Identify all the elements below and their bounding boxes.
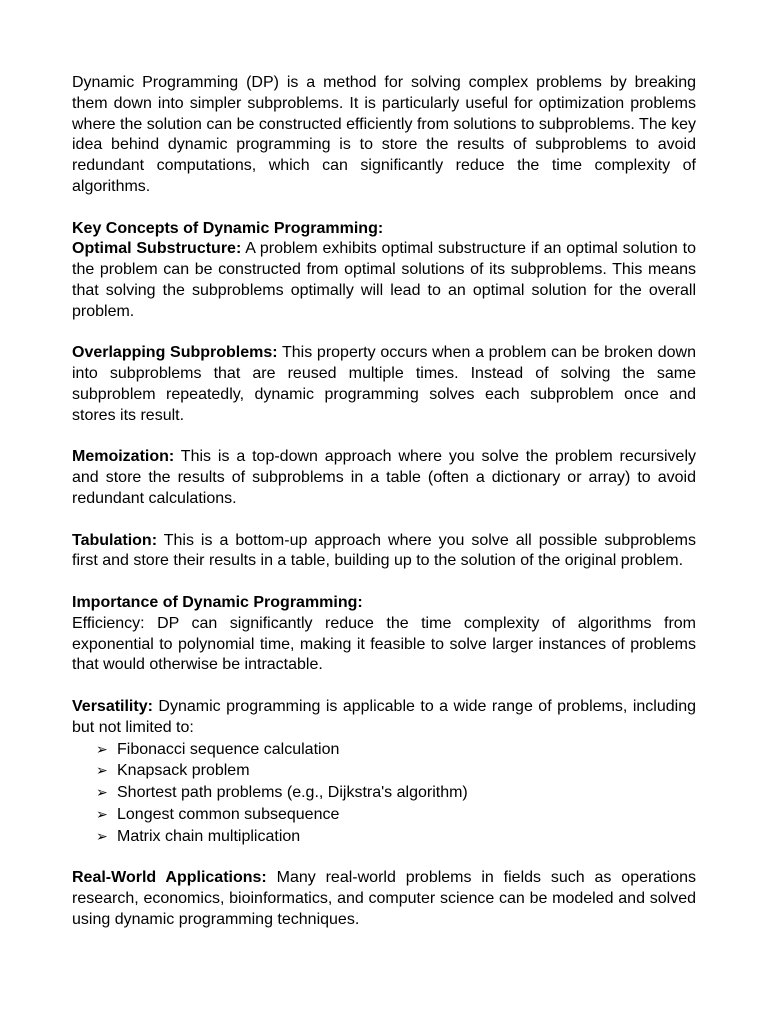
overlapping-subproblems-text: This property occurs when a problem can be broken down into subproblems that are reused multiple times. Instead of solving the same subproblem repeatedly, dynamic programming solves each subproblem once and stores its result. — [72, 344, 696, 424]
arrowhead-bullet-icon: ➢ — [96, 827, 108, 844]
versatility-term: Versatility: — [72, 697, 153, 715]
list-item — [96, 782, 696, 804]
versatility-paragraph — [72, 697, 696, 739]
key-concepts-heading: Key Concepts of Dynamic Programming: — [72, 219, 384, 237]
list-item-text: Shortest path problems (e.g., Dijkstra's algorithm) — [117, 784, 468, 802]
list-item-text: Fibonacci sequence calculation — [117, 740, 340, 758]
optimal-substructure-term: Optimal Substructure: — [72, 240, 242, 258]
real-world-term: Real-World Applications: — [72, 869, 267, 887]
tabulation-term: Tabulation: — [72, 531, 158, 549]
list-item-text: Matrix chain multiplication — [117, 827, 301, 845]
optimal-substructure-text: A problem exhibits optimal substructure if an optimal solution to the problem can be constructed from optimal solutions of its subproblems. This means that solving the subproblems optimally will lead to an optimal solution for the overall problem. — [72, 240, 697, 320]
list-item — [96, 760, 696, 782]
arrowhead-bullet-icon: ➢ — [96, 740, 108, 757]
real-world-text: Many real-world problems in fields such as operations research, economics, bioinformatics, and computer science can be modeled and solved using dynamic programming techniques. — [72, 869, 697, 928]
list-item-text: Longest common subsequence — [117, 805, 340, 823]
arrowhead-bullet-icon: ➢ — [96, 762, 108, 779]
memoization-paragraph — [72, 447, 696, 509]
list-item-text: Knapsack problem — [117, 762, 250, 780]
overlapping-subproblems-term: Overlapping Subproblems: — [72, 344, 278, 362]
real-world-paragraph — [72, 868, 696, 930]
memoization-term: Memoization: — [72, 448, 175, 466]
versatility-text: Dynamic programming is applicable to a wide range of problems, including but not limited to: — [72, 697, 696, 736]
list-item — [96, 804, 696, 826]
importance-heading: Importance of Dynamic Programming: — [72, 593, 363, 611]
problem-list — [72, 739, 696, 848]
optimal-substructure-paragraph — [72, 239, 696, 322]
efficiency-paragraph: Efficiency: DP can significantly reduce the time complexity of algorithms from exponential to polynomial time, making it feasible to solve larger instances of problems that would otherwise be intractable. — [72, 614, 696, 674]
arrowhead-bullet-icon: ➢ — [96, 805, 108, 822]
list-item — [96, 739, 696, 761]
intro-paragraph: Dynamic Programming (DP) is a method for solving complex problems by breaking them down into simpler subproblems. It is particularly useful for optimization problems where the solution can be constructed efficiently from solutions to subproblems. The key idea behind dynamic programming is to store the results of subproblems to avoid redundant computations, which can significantly reduce the time complexity of algorithms. — [72, 74, 696, 195]
list-item — [96, 826, 696, 848]
overlapping-subproblems-paragraph — [72, 343, 696, 426]
memoization-text: This is a top-down approach where you solve the problem recursively and store the results of subproblems in a table (often a dictionary or array) to avoid redundant calculations. — [72, 448, 696, 507]
tabulation-paragraph — [72, 531, 696, 573]
tabulation-text: This is a bottom-up approach where you solve all possible subproblems first and store their results in a table, building up to the solution of the original problem. — [72, 531, 696, 570]
arrowhead-bullet-icon: ➢ — [96, 784, 108, 801]
